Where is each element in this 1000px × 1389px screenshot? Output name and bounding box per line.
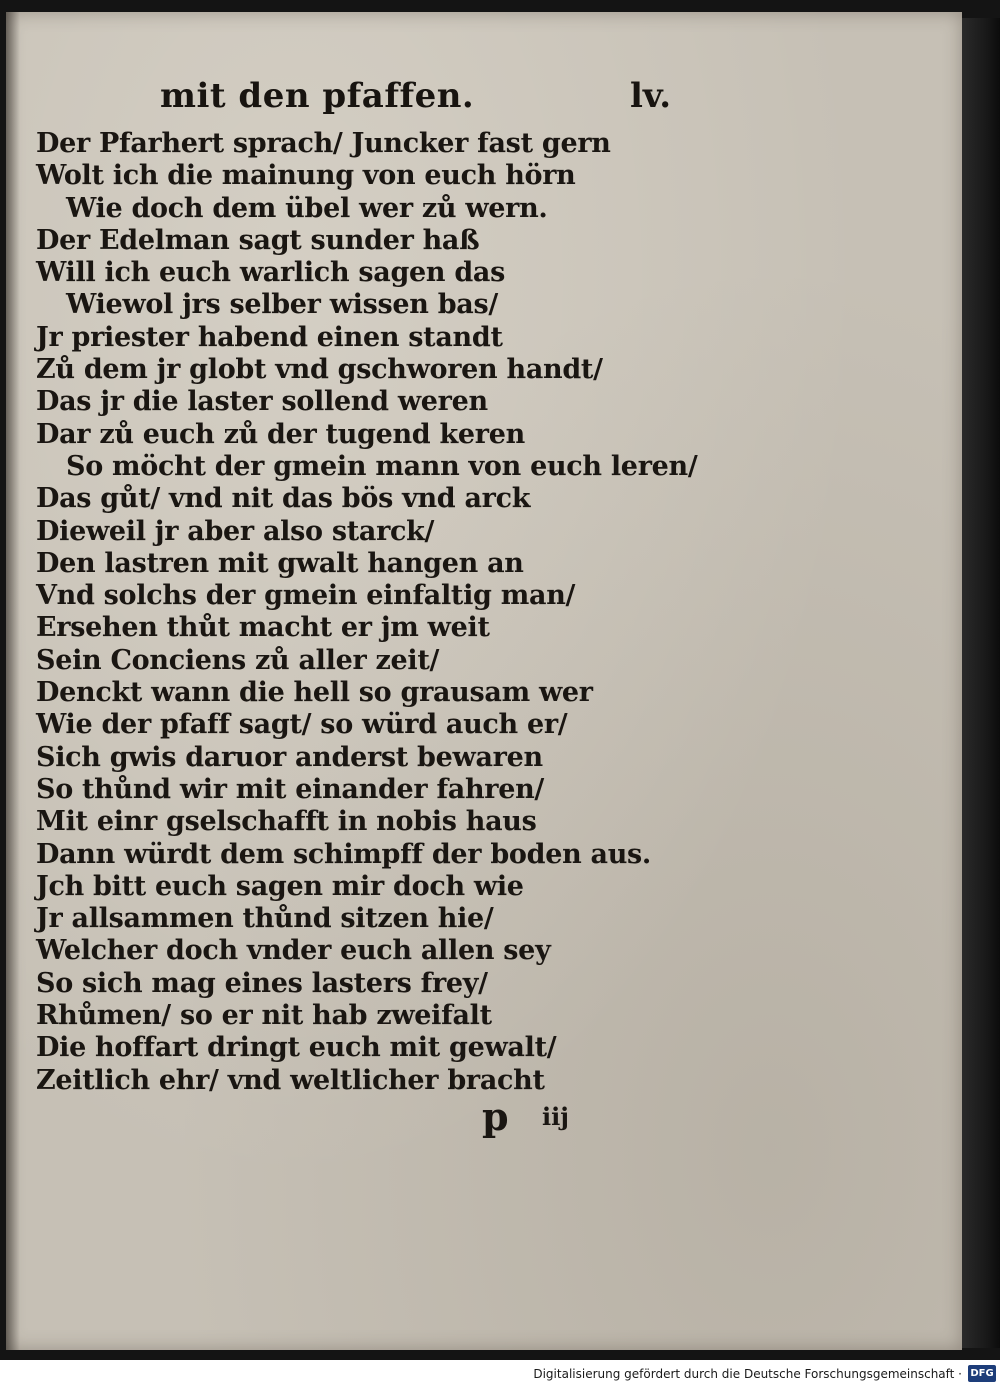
verse-line: Jch bitt euch sagen mir doch wie [36,870,524,902]
verse-line: Rhůmen/ so er nit hab zweifalt [36,1000,492,1032]
funding-credit: Digitalisierung gefördert durch die Deutsche Forschungsgemeinschaft · [533,1367,962,1381]
verse-line: Wolt ich die mainung von euch hörn [36,160,576,192]
book-edge [962,18,1000,1348]
verse-line: Denckt wann die hell so grausam wer [36,677,593,709]
verse-line: Das gůt/ vnd nit das bös vnd arck [36,483,531,515]
verse-line: Ersehen thůt macht er jm weit [36,612,490,644]
verse-line: Dieweil jr aber also starck/ [36,515,435,547]
verse-text [6,128,962,1097]
verse-line: Will ich euch warlich sagen das [36,257,506,289]
verse-line: Vnd solchs der gmein einfaltig man/ [36,580,576,612]
verse-line: Der Edelman sagt sunder haß [36,224,480,256]
verse-line: So möcht der gmein mann von euch leren/ [66,450,698,482]
verse-line: Jr allsammen thůnd sitzen hie/ [36,903,494,935]
running-head: mit den pfaffen. [160,76,475,116]
verse-line: Sich gwis daruor anderst bewaren [36,741,543,773]
verse-line: Welcher doch vnder euch allen sey [36,935,551,967]
verse-line: Die hoffart dringt euch mit gewalt/ [36,1032,557,1064]
signature-mark: p [482,1094,509,1139]
verse-line: Das jr die laster sollend weren [36,386,488,418]
verse-line: Dar zů euch zů der tugend keren [36,418,525,450]
folio-number: lv. [630,76,672,116]
verse-line: Dann würdt dem schimpff der boden aus. [36,838,652,870]
verse-line: Jr priester habend einen standt [36,321,503,353]
credit-bar [0,1360,1000,1389]
verse-line: Zů dem jr globt vnd gschworen handt/ [36,354,603,386]
verse-line: So thůnd wir mit einander fahren/ [36,773,544,805]
page-footer [6,1094,962,1138]
verse-line: So sich mag eines lasters frey/ [36,967,488,999]
verse-line: Wie doch dem übel wer zů wern. [66,192,548,224]
book-page [6,12,962,1350]
page-header [6,76,962,126]
verse-line: Sein Conciens zů aller zeit/ [36,644,440,676]
verse-line: Wie der pfaff sagt/ so würd auch er/ [36,709,568,741]
verse-line: Zeitlich ehr/ vnd weltlicher bracht [36,1064,545,1096]
verse-line: Der Pfarhert sprach/ Juncker fast gern [36,128,611,159]
verse-line: Mit einr gselschafft in nobis haus [36,806,537,838]
dfg-logo: DFG [968,1365,996,1382]
verse-line: Den lastren mit gwalt hangen an [36,547,524,579]
verse-line: Wiewol jrs selber wissen bas/ [66,289,498,321]
signature-number: iij [542,1102,569,1131]
